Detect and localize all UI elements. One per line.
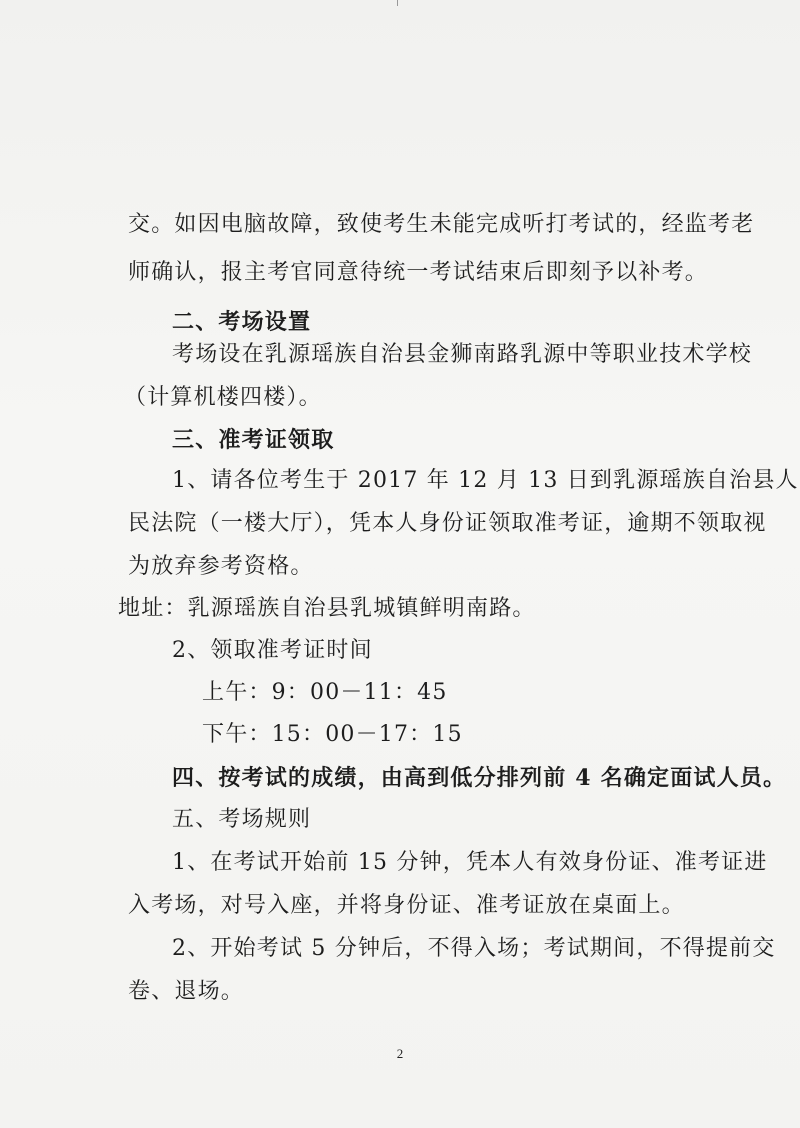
paragraph-line-2: 师确认，报主考官同意待统一考试结束后即刻予以补考。 — [128, 260, 709, 285]
morning-time: 上午：9：00－11：45 — [202, 680, 448, 705]
section-heading-venue: 二、考场设置 — [172, 309, 312, 335]
page-number: 2 — [396, 1046, 404, 1061]
scan-mark — [397, 0, 398, 6]
paragraph-line-ticket-time: 2、领取准考证时间 — [172, 638, 373, 663]
paragraph-line-ticket-2: 民法院（一楼大厅），凭本人身份证领取准考证，逾期不领取视 — [128, 511, 767, 536]
paragraph-line-ticket-3: 为放弃参考资格。 — [128, 554, 314, 579]
afternoon-time: 下午：15：00－17：15 — [202, 722, 463, 747]
paragraph-line-rules-4: 卷、退场。 — [128, 979, 245, 1004]
paragraph-line-venue-1: 考场设在乳源瑶族自治县金狮南路乳源中等职业技术学校 — [172, 342, 753, 367]
paragraph-line-rules-1: 1、在考试开始前 15 分钟，凭本人有效身份证、准考证进 — [172, 850, 768, 875]
section-heading-interview: 四、按考试的成绩，由高到低分排列前 4 名确定面试人员。 — [172, 765, 787, 791]
paragraph-line-rules-2: 入考场，对号入座，并将身份证、准考证放在桌面上。 — [128, 893, 685, 918]
paragraph-line-rules-3: 2、开始考试 5 分钟后，不得入场；考试期间，不得提前交 — [172, 936, 776, 961]
paragraph-line-venue-2: （计算机楼四楼）。 — [124, 385, 322, 410]
section-heading-admission-ticket: 三、准考证领取 — [172, 427, 335, 453]
section-heading-rules: 五、考场规则 — [172, 807, 312, 832]
paragraph-line-1: 交。如因电脑故障，致使考生未能完成听打考试的，经监考老 — [128, 212, 755, 237]
paragraph-line-ticket-1: 1、请各位考生于 2017 年 12 月 13 日到乳源瑶族自治县人 — [172, 468, 799, 493]
address-line: 地址：乳源瑶族自治县乳城镇鲜明南路。 — [118, 596, 536, 621]
